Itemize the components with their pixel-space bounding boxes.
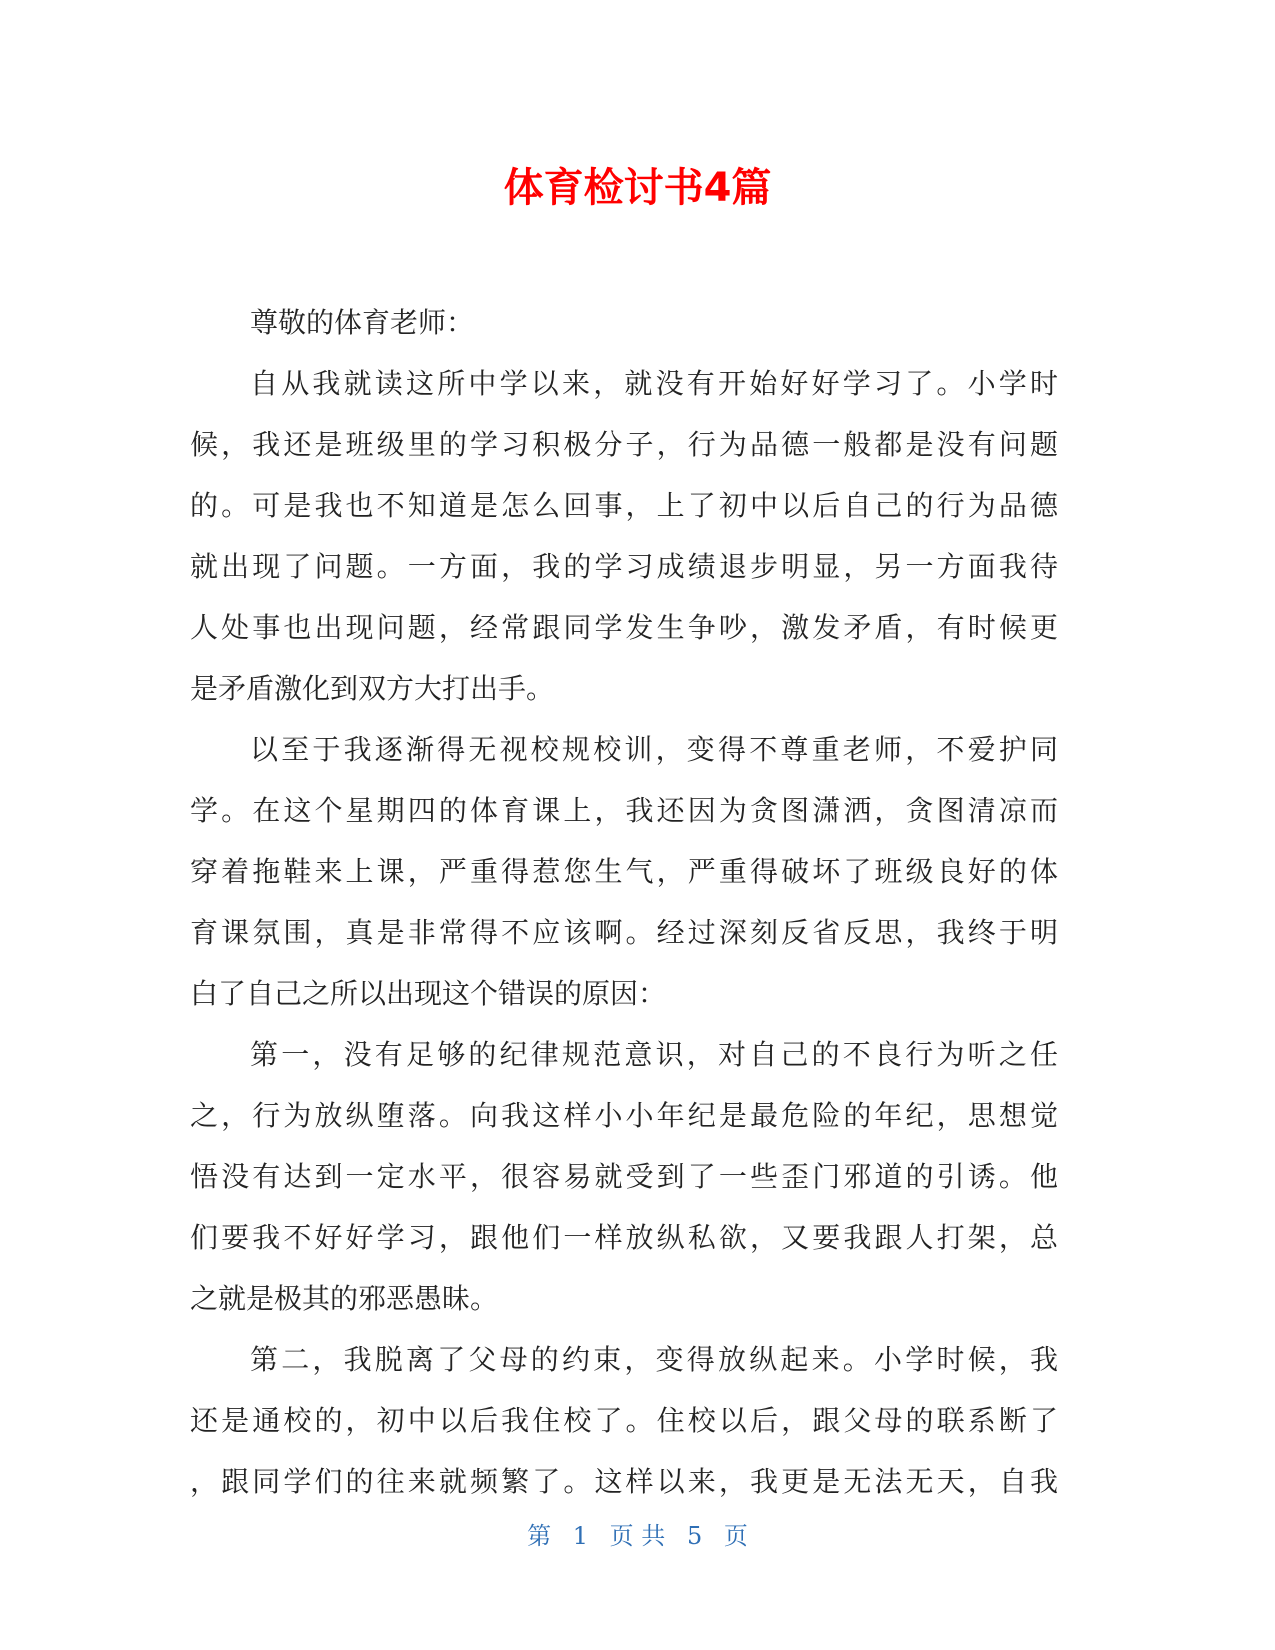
footer-suffix: 页 — [723, 1522, 748, 1550]
body-line: 第二，我脱离了父母的约束，变得放纵起来。小学时候，我 — [250, 1343, 1058, 1376]
body-line: ，跟同学们的往来就频繁了。这样以来，我更是无法无天，自我 — [190, 1465, 1058, 1498]
body-line: 之就是极其的邪恶愚昧。 — [190, 1282, 499, 1315]
body-line: 候，我还是班级里的学习积极分子，行为品德一般都是没有问题 — [190, 428, 1058, 461]
body-line: 白了自己之所以出现这个错误的原因： — [190, 977, 667, 1010]
body-line: 第一，没有足够的纪律规范意识，对自己的不良行为听之任 — [250, 1038, 1058, 1071]
body-line: 学。在这个星期四的体育课上，我还因为贪图潇洒，贪图清凉而 — [190, 794, 1058, 827]
body-line: 的。可是我也不知道是怎么回事，上了初中以后自己的行为品德 — [190, 489, 1058, 522]
body-line: 还是通校的，初中以后我住校了。住校以后，跟父母的联系断了 — [190, 1404, 1058, 1437]
body-line: 人处事也出现问题，经常跟同学发生争吵，激发矛盾，有时候更 — [190, 611, 1058, 644]
document-title: 体育检讨书4篇 — [503, 165, 772, 211]
footer-prefix: 第 — [527, 1522, 552, 1550]
document-body — [190, 292, 1058, 1512]
body-line: 悟没有达到一定水平，很容易就受到了一些歪门邪道的引诱。他 — [190, 1160, 1058, 1193]
body-line: 育课氛围，真是非常得不应该啊。经过深刻反省反思，我终于明 — [190, 916, 1058, 949]
footer-total-pages: 5 — [686, 1522, 703, 1550]
body-line: 自从我就读这所中学以来，就没有开始好好学习了。小学时 — [250, 367, 1058, 400]
body-line: 以至于我逐渐得无视校规校训，变得不尊重老师，不爱护同 — [250, 733, 1058, 766]
body-line: 尊敬的体育老师： — [250, 306, 475, 339]
body-line: 之，行为放纵堕落。向我这样小小年纪是最危险的年纪，思想觉 — [190, 1099, 1058, 1132]
body-line: 穿着拖鞋来上课，严重得惹您生气，严重得破坏了班级良好的体 — [190, 855, 1058, 888]
body-line: 们要我不好好学习，跟他们一样放纵私欲，又要我跟人打架，总 — [190, 1221, 1058, 1254]
footer-middle: 页 共 — [609, 1522, 666, 1550]
page-footer — [0, 1520, 1275, 1552]
footer-current-page: 1 — [572, 1522, 589, 1550]
body-line: 是矛盾激化到双方大打出手。 — [190, 672, 555, 705]
body-line: 就出现了问题。一方面，我的学习成绩退步明显，另一方面我待 — [190, 550, 1058, 583]
